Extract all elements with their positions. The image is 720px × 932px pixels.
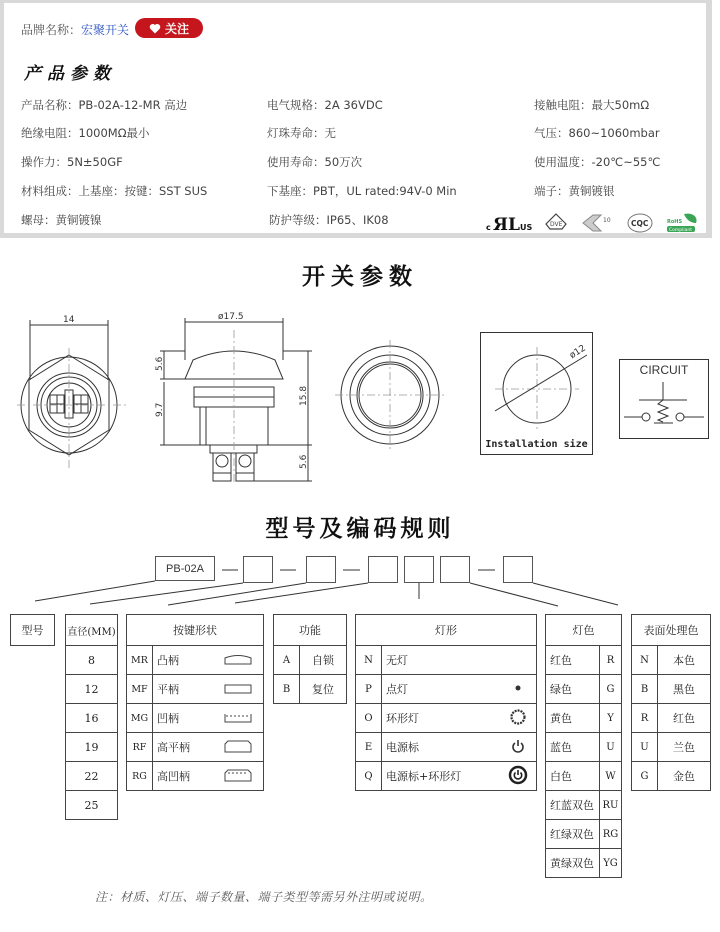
spec-electrical: 电气规格：2A 36VDC <box>267 98 383 112</box>
table-row: O 环形灯 <box>356 704 537 733</box>
coding-title: 型号及编码规则 <box>265 516 455 542</box>
svg-text:CQC: CQC <box>631 219 649 228</box>
diameter-cell: 12 <box>66 675 118 704</box>
table-row: 白色 W <box>546 762 622 791</box>
power-icon <box>510 738 526 754</box>
power-ring-icon <box>508 765 528 785</box>
brand-label: 品牌名称： <box>21 23 82 37</box>
table-row: U 兰色 <box>632 733 711 762</box>
spec-service-life: 使用寿命：50万次 <box>267 155 363 169</box>
spec-lower-base: 下基座：PBT，UL rated:94V-0 Min <box>267 184 457 198</box>
svg-text:ЯL: ЯL <box>493 215 520 234</box>
spec-led-life: 灯珠寿命：无 <box>267 126 336 140</box>
svg-text:DVE: DVE <box>550 221 563 228</box>
table-row: R 红色 <box>632 704 711 733</box>
table-row: P 点灯 <box>356 675 537 704</box>
light-color-header: 灯色 <box>546 615 622 646</box>
diameter-cell: 25 <box>66 791 118 820</box>
surface-color-header: 表面处理色 <box>632 615 711 646</box>
installation-size-panel <box>480 332 593 455</box>
svg-text:c: c <box>486 223 491 232</box>
spec-air-pressure: 气压：860~1060mbar <box>534 126 660 140</box>
diameter-header: 直径(MM) <box>66 615 118 646</box>
table-row: 红绿双色 RG <box>546 820 622 849</box>
heart-icon <box>149 23 161 34</box>
diameter-table <box>65 614 118 820</box>
diameter-cell: 22 <box>66 762 118 791</box>
spec-operating-force: 操作力：5N±50GF <box>21 155 123 169</box>
button-shape-header: 按键形状 <box>127 615 264 646</box>
model-table <box>10 614 55 646</box>
table-row: MG 凹柄 <box>127 704 264 733</box>
section-title: 产品参数 <box>24 64 116 84</box>
flat-cap-icon <box>223 682 253 694</box>
rohs-compliant-logo-icon <box>666 210 702 236</box>
cul-us-logo-icon <box>486 210 536 236</box>
table-row: B 复位 <box>274 675 347 704</box>
circuit-label: CIRCUIT <box>639 363 689 377</box>
brand-link[interactable]: 宏聚开关 <box>81 23 130 37</box>
handwritten-note: 注：材质、灯压、端子数量、端子类型等需另外注明或说明。 <box>95 890 433 904</box>
installation-size-label: Installation size <box>485 439 588 450</box>
ring-icon <box>509 708 527 726</box>
model-label: 型号 <box>11 615 55 646</box>
button-shape-table <box>126 614 264 791</box>
table-row: RG 高凹柄 <box>127 762 264 791</box>
spec-material: 材料组成：上基座：按键：SST SUS <box>21 184 208 198</box>
top-view-drawing <box>330 330 450 460</box>
ccc-logo-icon <box>581 210 615 236</box>
spec-terminal: 端子：黄铜镀银 <box>534 184 615 198</box>
follow-button[interactable] <box>135 18 203 38</box>
spec-insulation: 绝缘电阻：1000MΩ最小 <box>21 126 150 140</box>
diameter-cell: 16 <box>66 704 118 733</box>
svg-text:RoHS: RoHS <box>667 219 683 225</box>
svg-text:ø12: ø12 <box>568 343 588 362</box>
concave-cap-icon <box>223 711 253 723</box>
vde-logo-icon <box>544 210 568 236</box>
table-row: Q 电源标+环形灯 <box>356 762 537 791</box>
high-flat-cap-icon <box>223 739 253 753</box>
table-row: 蓝色 U <box>546 733 622 762</box>
table-row: N 本色 <box>632 646 711 675</box>
diameter-cell: 19 <box>66 733 118 762</box>
light-shape-header: 灯形 <box>356 615 537 646</box>
side-view-drawing <box>150 310 320 490</box>
table-row: 红色 R <box>546 646 622 675</box>
spec-temperature: 使用温度：-20℃~55℃ <box>534 155 661 169</box>
svg-text:14: 14 <box>63 315 75 325</box>
brand-row <box>21 21 129 38</box>
table-row: N 无灯 <box>356 646 537 675</box>
high-concave-cap-icon <box>223 768 253 782</box>
svg-text:10: 10 <box>603 217 611 224</box>
svg-text:15.8: 15.8 <box>299 385 309 406</box>
table-row: MR 凸柄 <box>127 646 264 675</box>
table-row: 红蓝双色 RU <box>546 791 622 820</box>
svg-text:ø17.5: ø17.5 <box>218 312 244 322</box>
function-header: 功能 <box>274 615 347 646</box>
light-color-table <box>545 614 622 878</box>
table-row: MF 平柄 <box>127 675 264 704</box>
table-row: 黄绿双色 YG <box>546 849 622 878</box>
table-row: 黄色 Y <box>546 704 622 733</box>
surface-color-table <box>631 614 711 791</box>
table-row: B 黑色 <box>632 675 711 704</box>
light-shape-table <box>355 614 537 791</box>
dot-icon <box>511 681 525 695</box>
svg-text:5.6: 5.6 <box>299 454 309 469</box>
table-row: A 自锁 <box>274 646 347 675</box>
svg-text:9.7: 9.7 <box>155 402 165 417</box>
code-prefix-box: PB-02A <box>155 556 215 581</box>
spec-protection: 防护等级：IP65、IK08 <box>269 213 389 227</box>
connector-lines <box>0 540 720 620</box>
svg-text:5.6: 5.6 <box>155 356 165 371</box>
table-row: G 金色 <box>632 762 711 791</box>
convex-cap-icon <box>223 653 253 665</box>
cqc-logo-icon <box>626 210 654 236</box>
spec-nut: 螺母：黄铜镀镍 <box>21 213 102 227</box>
switch-params-title: 开关参数 <box>302 264 418 290</box>
spec-product-name: 产品名称：PB-02A-12-MR 高边 <box>21 98 188 112</box>
table-row: E 电源标 <box>356 733 537 762</box>
spec-contact-resistance: 接触电阻：最大50mΩ <box>534 98 650 112</box>
front-view-drawing <box>15 310 130 480</box>
follow-label: 关注 <box>164 21 189 36</box>
table-row: 绿色 G <box>546 675 622 704</box>
circuit-panel <box>619 359 709 439</box>
diameter-cell: 8 <box>66 646 118 675</box>
svg-text:US: US <box>520 223 533 232</box>
function-table <box>273 614 347 704</box>
product-parameters-card <box>0 0 712 238</box>
svg-text:Compliant: Compliant <box>669 228 693 233</box>
table-row: RF 高平柄 <box>127 733 264 762</box>
